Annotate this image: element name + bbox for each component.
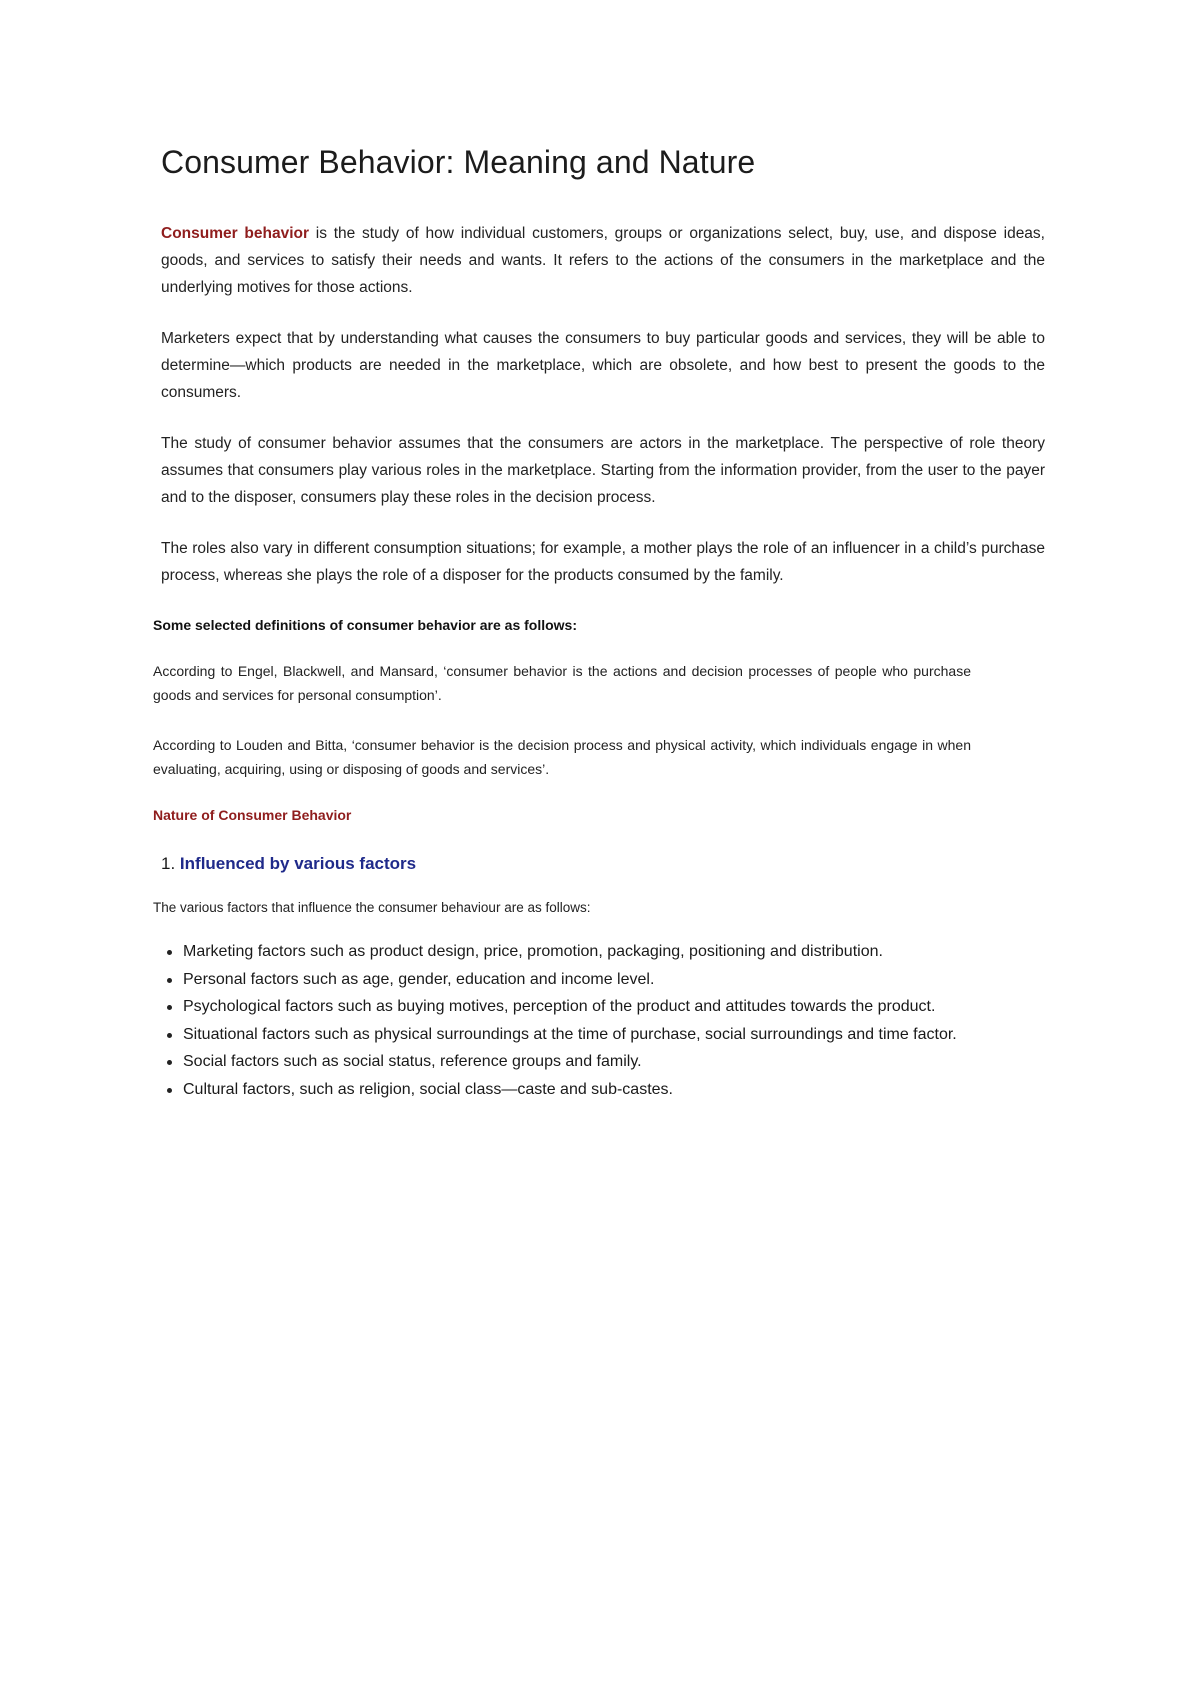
nature-heading: Nature of Consumer Behavior bbox=[153, 807, 352, 823]
section-number: 1. bbox=[161, 854, 176, 873]
bullet-icon bbox=[167, 1088, 172, 1093]
factors-list bbox=[165, 938, 975, 1103]
bullet-icon bbox=[167, 1005, 172, 1010]
list-item-text: Situational factors such as physical surroundings at the time of purchase, social surroundings and time factor. bbox=[183, 1025, 957, 1043]
paragraph-role-theory: The study of consumer behavior assumes that the consumers are actors in the marketplace. The perspective of role theory assumes that consumers play various roles in the marketplace. Starting from the information provider, from the user to the payer and to the disposer, consumers play these roles in the decision process. bbox=[161, 435, 1045, 506]
page-title: Consumer Behavior: Meaning and Nature bbox=[161, 144, 756, 180]
bullet-icon bbox=[167, 1060, 172, 1065]
list-item bbox=[165, 938, 975, 966]
factors-intro: The various factors that influence the consumer behaviour are as follows: bbox=[153, 900, 591, 915]
paragraph-marketers: Marketers expect that by understanding what causes the consumers to buy particular goods and services, they will be able to determine—which products are needed in the marketplace, which are obsolete, and how best to present the goods to the consumers. bbox=[161, 330, 1045, 401]
section-label: Influenced by various factors bbox=[179, 854, 417, 873]
list-item-text: Cultural factors, such as religion, social class—caste and sub-castes. bbox=[183, 1080, 673, 1098]
definition-engel: According to Engel, Blackwell, and Mansard, ‘consumer behavior is the actions and decision processes of people who purchase goods and services for personal consumption’. bbox=[153, 663, 971, 703]
list-item bbox=[165, 1076, 975, 1104]
list-item bbox=[165, 1048, 975, 1076]
list-item bbox=[165, 993, 975, 1021]
definitions-heading: Some selected definitions of consumer behavior are as follows: bbox=[153, 617, 577, 633]
list-item bbox=[165, 966, 975, 994]
list-item-text: Marketing factors such as product design, price, promotion, packaging, positioning and distribution. bbox=[183, 943, 883, 960]
intro-paragraph bbox=[161, 220, 1045, 301]
intro-term: Consumer behavior bbox=[161, 225, 310, 242]
intro-text: is the study of how individual customers, groups or organizations select, buy, use, and dispose ideas, goods, and services to satisfy their needs and wants. It refers to the actions of the consumers in the marketplace and the underlying motives for those actions. bbox=[161, 225, 1045, 296]
definition-louden: According to Louden and Bitta, ‘consumer behavior is the decision process and physical activity, which individuals engage in when evaluating, acquiring, using or disposing of goods and services’. bbox=[153, 737, 971, 777]
bullet-icon bbox=[167, 1033, 172, 1038]
list-item-text: Psychological factors such as buying motives, perception of the product and attitudes towards the product. bbox=[183, 998, 936, 1015]
bullet-icon bbox=[167, 950, 172, 955]
bullet-icon bbox=[167, 978, 172, 983]
list-item bbox=[165, 1021, 975, 1049]
section-heading-influenced bbox=[161, 851, 416, 877]
list-item-text: Personal factors such as age, gender, education and income level. bbox=[183, 970, 655, 988]
paragraph-roles-vary: The roles also vary in different consumption situations; for example, a mother plays the role of an influencer in a child’s purchase process, whereas she plays the role of a disposer for the products consumed by the family. bbox=[161, 540, 1045, 584]
list-item-text: Social factors such as social status, reference groups and family. bbox=[183, 1053, 642, 1070]
